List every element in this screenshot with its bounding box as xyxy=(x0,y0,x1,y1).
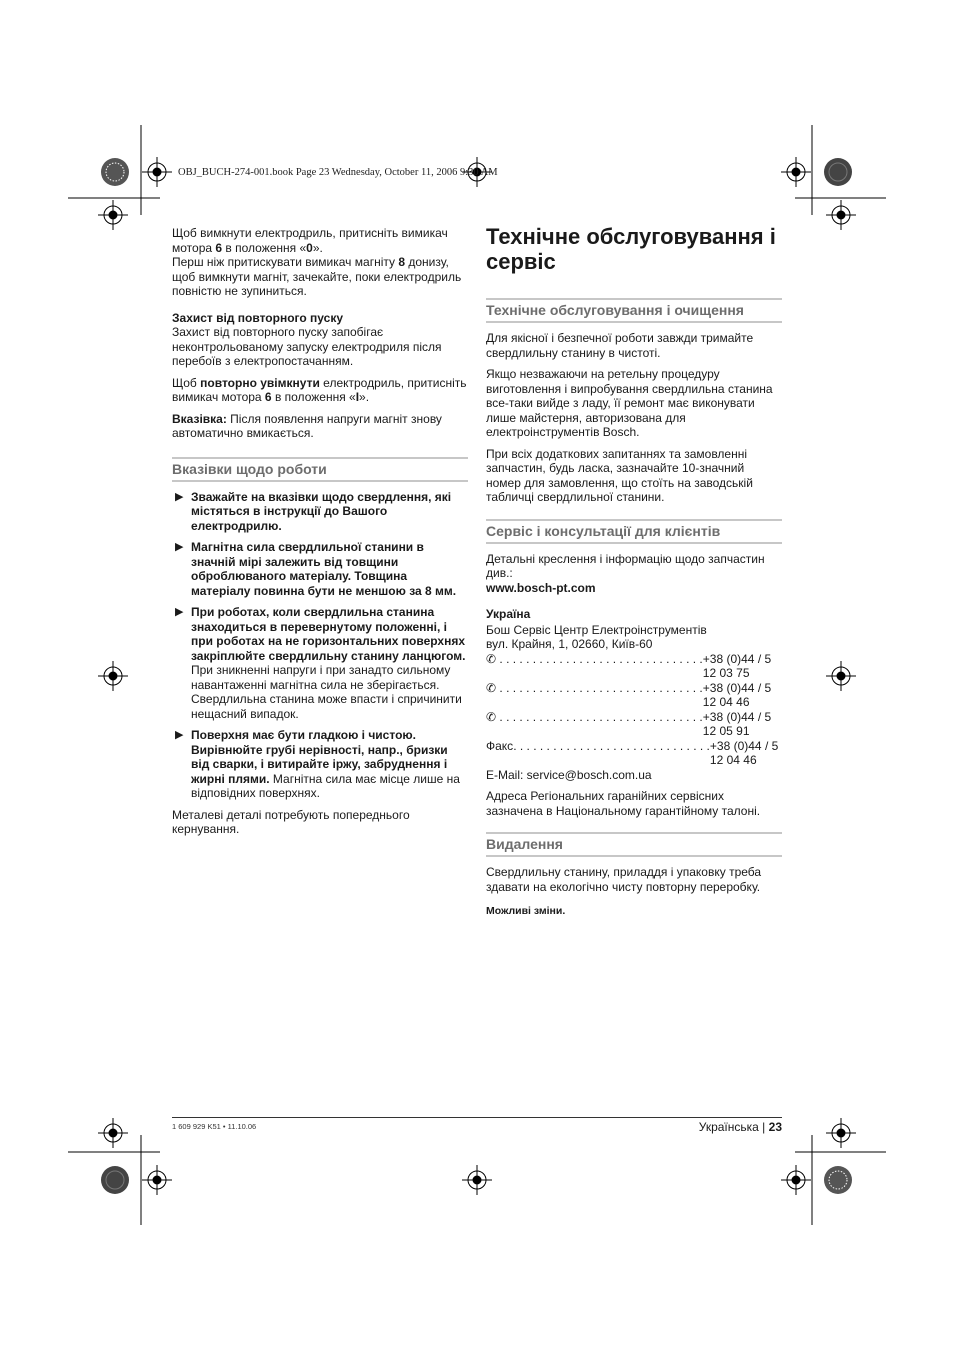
country-name: Україна xyxy=(486,607,531,621)
list-item: ▶ При роботах, коли свердлильна станина знаходиться в перевернутому положенні, і при роботах на не горизонтальних поверхнях закріплюйте свердлильну станину ланцюгом. При зникненні напруги і при занадто сильному навантаженні магнітна сила не зберігається. Свердлильна станина може впасти і спричинити нещасний випадок. xyxy=(175,605,466,721)
section-title-maintenance: Технічне обслуговування і очищення xyxy=(486,298,782,323)
maintenance-p3: При всіх додаткових запитаннях та замовленні запчастин, будь ласка, зазначайте 10-значний номер для замовлення, що стоїть на заводській табличці свердлильної станини. xyxy=(486,446,753,504)
list-item: ▶ Поверхня має бути гладкою і чистою. Вирівнюйте грубі нерівності, напр., бризки від сварки, і витирайте іржу, забруднення і жирні плями. Магнітна сила має місце лише на відповідних поверхнях. xyxy=(175,728,460,800)
page-number: 23 xyxy=(768,1120,782,1134)
changes-note: Можливі зміни. xyxy=(486,905,566,917)
work-tips-list xyxy=(172,490,468,801)
bullet-icon: ▶ xyxy=(175,490,184,503)
bullet-icon: ▶ xyxy=(175,541,184,553)
service-p1: Детальні креслення і інформацію щодо запчастин див.: xyxy=(486,551,765,580)
service-url: www.bosch-pt.com xyxy=(486,580,596,595)
service-email: E-Mail: service@bosch.com.ua xyxy=(486,767,652,782)
section-title-work-tips: Вказівки щодо роботи xyxy=(172,457,468,482)
paragraph-switch-off: Щоб вимкнути електродриль, притисніть вимикач мотора 6 в положення «0». Перш ніж притискувати вимикач магніту 8 донизу, щоб вимкнути магніт, зачекайте, поки електродриль повністю не зупиниться. xyxy=(172,226,462,298)
left-column xyxy=(172,226,468,844)
list-item: ▶ Зважайте на вказівки щодо свердлення, які містяться в інструкції до Вашого електродрилю. xyxy=(175,489,452,533)
bullet-icon: ▶ xyxy=(175,729,184,741)
phone-row: ✆ . . . . . . . . . . . . . . . . . . . . . . . . . . . . . . . +38 (0)44 / 5 12 03 75 xyxy=(486,651,772,680)
list-item: ▶ Магнітна сила свердлильної станини в значній мірі залежить від товщини оброблюваного матеріалу. Товщина матеріалу повинна бути не меншою за 8 мм. xyxy=(175,540,457,598)
phone-icon: ✆ xyxy=(486,680,497,695)
disposal-p1: Свердлильну станину, приладдя і упаковку треба здавати на екологічно чисту повторну переробку. xyxy=(486,865,762,894)
phone-icon: ✆ xyxy=(486,651,497,666)
phone-table xyxy=(486,652,782,768)
page-title: Технічне обслуговування і сервіс xyxy=(486,224,776,274)
service-p2: Адреса Регіональних гаранійних сервісних зазначена в Національному гарантійному талоні. xyxy=(486,789,761,818)
footer-rule xyxy=(172,1117,782,1118)
restart-protection-text: Захист від повторного пуску запобігає неконтрольованому запуску електродриля після перебоїв з електропостачанням. xyxy=(172,325,442,368)
note: Вказівка: Після появлення напруги магніт знову автоматично вмикається. xyxy=(172,411,442,440)
phone-row: ✆ . . . . . . . . . . . . . . . . . . . . . . . . . . . . . . . +38 (0)44 / 5 12 05 91 xyxy=(486,709,772,738)
paragraph-centering: Металеві деталі потребують попереднього кернування. xyxy=(172,807,410,836)
section-title-service: Сервіс і консультації для клієнтів xyxy=(486,519,782,544)
footer-page-info: Українська | 23 xyxy=(698,1120,782,1134)
restart-instruction: Щоб повторно увімкнути електродриль, притисніть вимикач мотора 6 в положення «I». xyxy=(172,375,467,404)
footer-code: 1 609 929 K51 • 11.10.06 xyxy=(172,1122,257,1131)
address-line-1: Бош Сервіс Центр Електроінструментів xyxy=(486,622,707,637)
maintenance-p1: Для якісної і безпечної роботи завжди тримайте свердлильну станину в чистоті. xyxy=(486,331,754,360)
maintenance-p2: Якщо незважаючи на ретельну процедуру виготовлення і випробування свердлильна станина все-таки вийде з ладу, її ремонт має виконувати лише майстерня, авторизована для електроінструментів Bosch. xyxy=(486,367,773,439)
address-line-2: вул. Крайня, 1, 02660, Київ-60 xyxy=(486,637,653,651)
right-column xyxy=(486,224,782,926)
bullet-icon: ▶ xyxy=(175,606,184,618)
fax-row: Факс. . . . . . . . . . . . . . . . . . . . . . . . . . . . . . +38 (0)44 / 5 12 04 46 xyxy=(486,738,779,767)
phone-icon: ✆ xyxy=(486,709,497,724)
print-header: OBJ_BUCH-274-001.book Page 23 Wednesday, October 11, 2006 9:30 AM xyxy=(178,167,498,178)
restart-protection-title: Захист від повторного пуску xyxy=(172,310,344,325)
section-title-disposal: Видалення xyxy=(486,832,782,857)
phone-row: ✆ . . . . . . . . . . . . . . . . . . . . . . . . . . . . . . . +38 (0)44 / 5 12 04 46 xyxy=(486,680,772,709)
